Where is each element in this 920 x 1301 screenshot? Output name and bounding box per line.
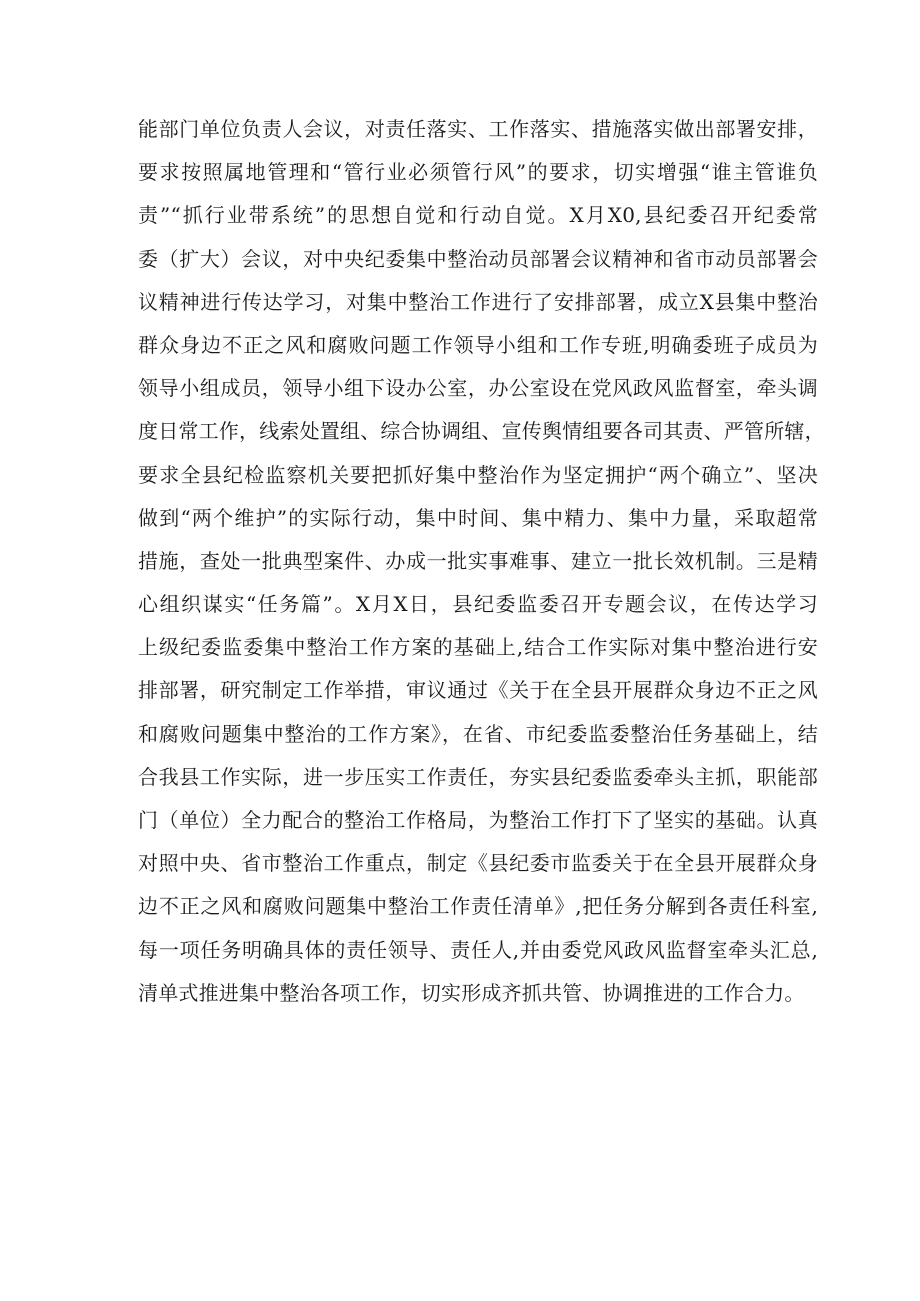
paragraph-line: 每一项任务明确具体的责任领导、责任人,并由委党风政风监督室牵头汇总,	[138, 937, 818, 962]
paragraph-line: 心组织谋实“任务篇”。X月X日，县纪委监委召开专题会议，在传达学习	[138, 592, 818, 617]
paragraph-line: 要求按照属地管理和“管行业必须管行风”的要求，切实增强“谁主管谁负	[138, 160, 818, 185]
paragraph-line: 排部署，研究制定工作举措，审议通过《关于在全县开展群众身边不正之风	[138, 678, 818, 703]
paragraph-line: 委（扩大）会议，对中央纪委集中整治动员部署会议精神和省市动员部署会	[138, 246, 818, 271]
paragraph-line: 领导小组成员，领导小组下设办公室，办公室设在党风政风监督室，牵头调	[138, 376, 818, 401]
paragraph-line: 议精神进行传达学习，对集中整治工作进行了安排部署，成立X县集中整治	[138, 289, 818, 314]
paragraph-line: 对照中央、省市整治工作重点，制定《县纪委市监委关于在全县开展群众身	[138, 851, 818, 876]
paragraph-line: 能部门单位负责人会议，对责任落实、工作落实、措施落实做出部署安排，	[138, 117, 818, 141]
paragraph-line: 合我县工作实际，进一步压实工作责任，夯实县纪委监委牵头主抓，职能部	[138, 764, 818, 789]
paragraph-line: 门（单位）全力配合的整治工作格局，为整治工作打下了坚实的基础。认真	[138, 808, 818, 832]
paragraph-line: 和腐败问题集中整治的工作方案》，在省、市纪委监委整治任务基础上，结	[138, 721, 818, 746]
paragraph-line: 上级纪委监委集中整治工作方案的基础上,结合工作实际对集中整治进行安	[138, 635, 818, 660]
paragraph-line: 度日常工作，线索处置组、综合协调组、宣传舆情组要各司其责、严管所辖，	[138, 419, 825, 444]
paragraph-line: 措施，查处一批典型案件、办成一批实事难事、建立一批长效机制。三是精	[138, 548, 818, 573]
paragraph-line: 群众身边不正之风和腐败问题工作领导小组和工作专班,明确委班子成员为	[138, 332, 818, 357]
paragraph-line: 边不正之风和腐败问题集中整治工作责任清单》,把任务分解到各责任科室,	[138, 894, 818, 919]
paragraph-line: 责”“抓行业带系统”的思想自觉和行动自觉。X月X0,县纪委召开纪委常	[138, 203, 818, 228]
paragraph-line: 做到“两个维护”的实际行动，集中时间、集中精力、集中力量，采取超常	[138, 505, 818, 530]
paragraph-line: 要求全县纪检监察机关要把抓好集中整治作为坚定拥护“两个确立”、坚决	[138, 462, 818, 487]
body-paragraph	[138, 108, 825, 1015]
paragraph-line: 清单式推进集中整治各项工作，切实形成齐抓共管、协调推进的工作合力。	[138, 980, 805, 1005]
